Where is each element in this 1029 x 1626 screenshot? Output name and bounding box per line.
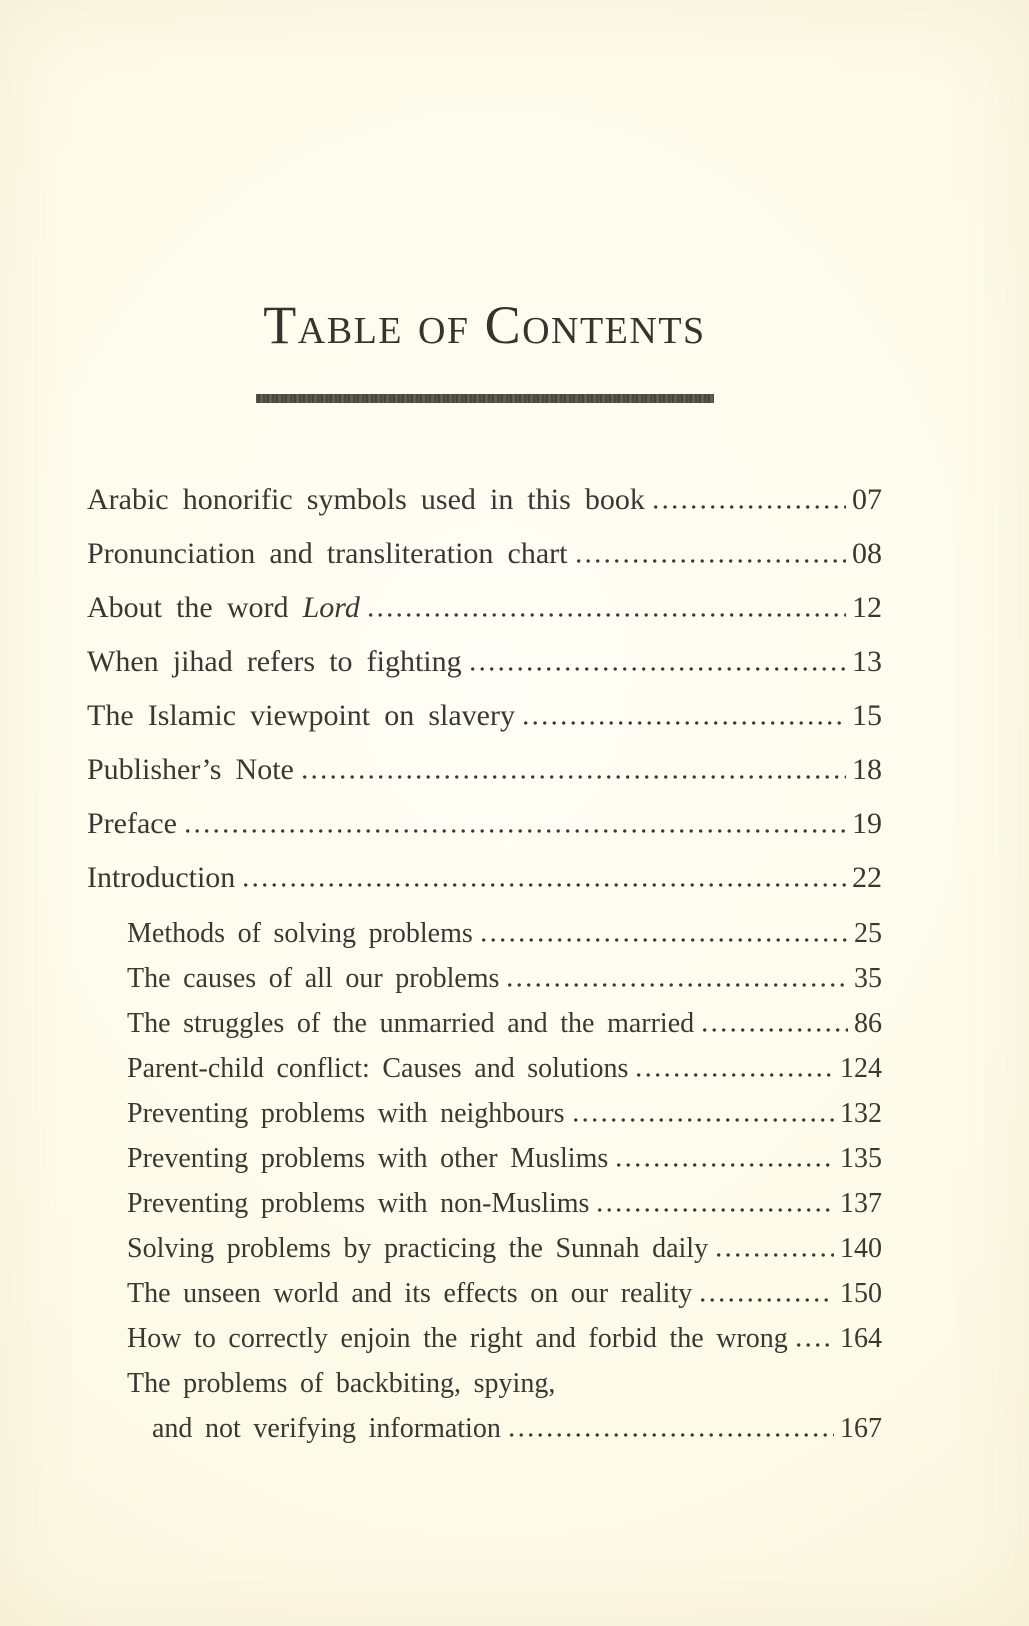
toc-entry-page: 132 [840, 1098, 882, 1129]
toc-entry [87, 1091, 882, 1136]
toc-entry-label: Preface [87, 807, 177, 840]
dot-leader [471, 667, 846, 671]
dot-leader [482, 938, 848, 942]
toc-entry [87, 689, 882, 743]
toc-entry-page: 150 [840, 1278, 882, 1309]
dot-leader [701, 1298, 834, 1302]
toc-entry-label: The Islamic viewpoint on slavery [87, 699, 515, 732]
toc-entry-label: Preventing problems with neighbours [127, 1098, 565, 1129]
toc-entry-page: 22 [852, 861, 882, 894]
toc-content [87, 0, 882, 1451]
dot-leader [717, 1253, 834, 1257]
toc-entry-label: Pronunciation and transliteration chart [87, 537, 568, 570]
toc-entry [87, 956, 882, 1001]
page-title: Table of Contents [263, 295, 706, 355]
toc-entry-label-italic: Lord [302, 591, 360, 624]
toc-entry-page: 25 [854, 918, 882, 949]
toc-entry-page: 18 [852, 753, 882, 786]
toc-entry-label: Introduction [87, 861, 236, 894]
toc-entry-label: About the word Lord [87, 591, 360, 624]
dot-leader [797, 1343, 834, 1347]
dot-leader [369, 613, 846, 617]
toc-entry-label: When jihad refers to fighting [87, 645, 462, 678]
title-rule [256, 394, 714, 403]
toc-entry [87, 1316, 882, 1361]
toc-entry-label: and not verifying information [152, 1413, 501, 1444]
dot-leader [303, 775, 846, 779]
toc-entry-label: Solving problems by practicing the Sunnah daily [127, 1233, 709, 1264]
toc-entry-label: The problems of backbiting, spying, [127, 1368, 556, 1399]
toc-entry [87, 581, 882, 635]
dot-leader [508, 983, 848, 987]
toc-entry [87, 1001, 882, 1046]
toc-entry-page: 13 [852, 645, 882, 678]
toc-entry-label: Parent-child conflict: Causes and solutions [127, 1053, 629, 1084]
toc-entry [87, 1361, 882, 1406]
toc-entry-page: 07 [852, 483, 882, 516]
dot-leader [598, 1208, 834, 1212]
toc-entry-page: 140 [840, 1233, 882, 1264]
toc-entry [87, 1226, 882, 1271]
toc-entry-label: Preventing problems with non-Muslims [127, 1188, 590, 1219]
toc-entry [87, 527, 882, 581]
toc-entry-label: The struggles of the unmarried and the married [127, 1008, 695, 1039]
toc-entry-page: 19 [852, 807, 882, 840]
dot-leader [637, 1073, 834, 1077]
toc-entry-page: 86 [854, 1008, 882, 1039]
toc-entry-page: 135 [840, 1143, 882, 1174]
toc-entry-page: 12 [852, 591, 882, 624]
toc-entry-page: 15 [852, 699, 882, 732]
toc-entry-page: 167 [840, 1413, 882, 1444]
dot-leader [577, 559, 847, 563]
toc-entry-page: 124 [840, 1053, 882, 1084]
toc-entry-page: 164 [840, 1323, 882, 1354]
toc-entry-label: How to correctly enjoin the right and forbid the wrong [127, 1323, 788, 1354]
toc-entry [87, 635, 882, 689]
toc-entry-continuation [87, 1406, 882, 1451]
dot-leader [654, 505, 846, 509]
toc-entry-label: Arabic honorific symbols used in this book [87, 483, 645, 516]
toc-entry [87, 851, 882, 905]
toc-entry-label: The unseen world and its effects on our reality [127, 1278, 693, 1309]
toc-entry-label: Publisher’s Note [87, 753, 294, 786]
dot-leader [186, 829, 846, 833]
dot-leader [574, 1118, 834, 1122]
toc-list [87, 473, 882, 1451]
toc-entry [87, 797, 882, 851]
toc-entry-page: 08 [852, 537, 882, 570]
dot-leader [703, 1028, 848, 1032]
dot-leader [524, 721, 846, 725]
toc-entry-page: 137 [840, 1188, 882, 1219]
toc-entry-label: The causes of all our problems [127, 963, 500, 994]
toc-entry-page: 35 [854, 963, 882, 994]
toc-entry [87, 1181, 882, 1226]
toc-entry [87, 1046, 882, 1091]
toc-entry [87, 1136, 882, 1181]
toc-entry [87, 743, 882, 797]
toc-entry [87, 1271, 882, 1316]
toc-entry-label: Methods of solving problems [127, 918, 473, 949]
dot-leader [244, 883, 846, 887]
dot-leader [510, 1433, 834, 1437]
toc-entry-label: Preventing problems with other Muslims [127, 1143, 609, 1174]
dot-leader [617, 1163, 834, 1167]
toc-entry [87, 473, 882, 527]
toc-entry [87, 911, 882, 956]
